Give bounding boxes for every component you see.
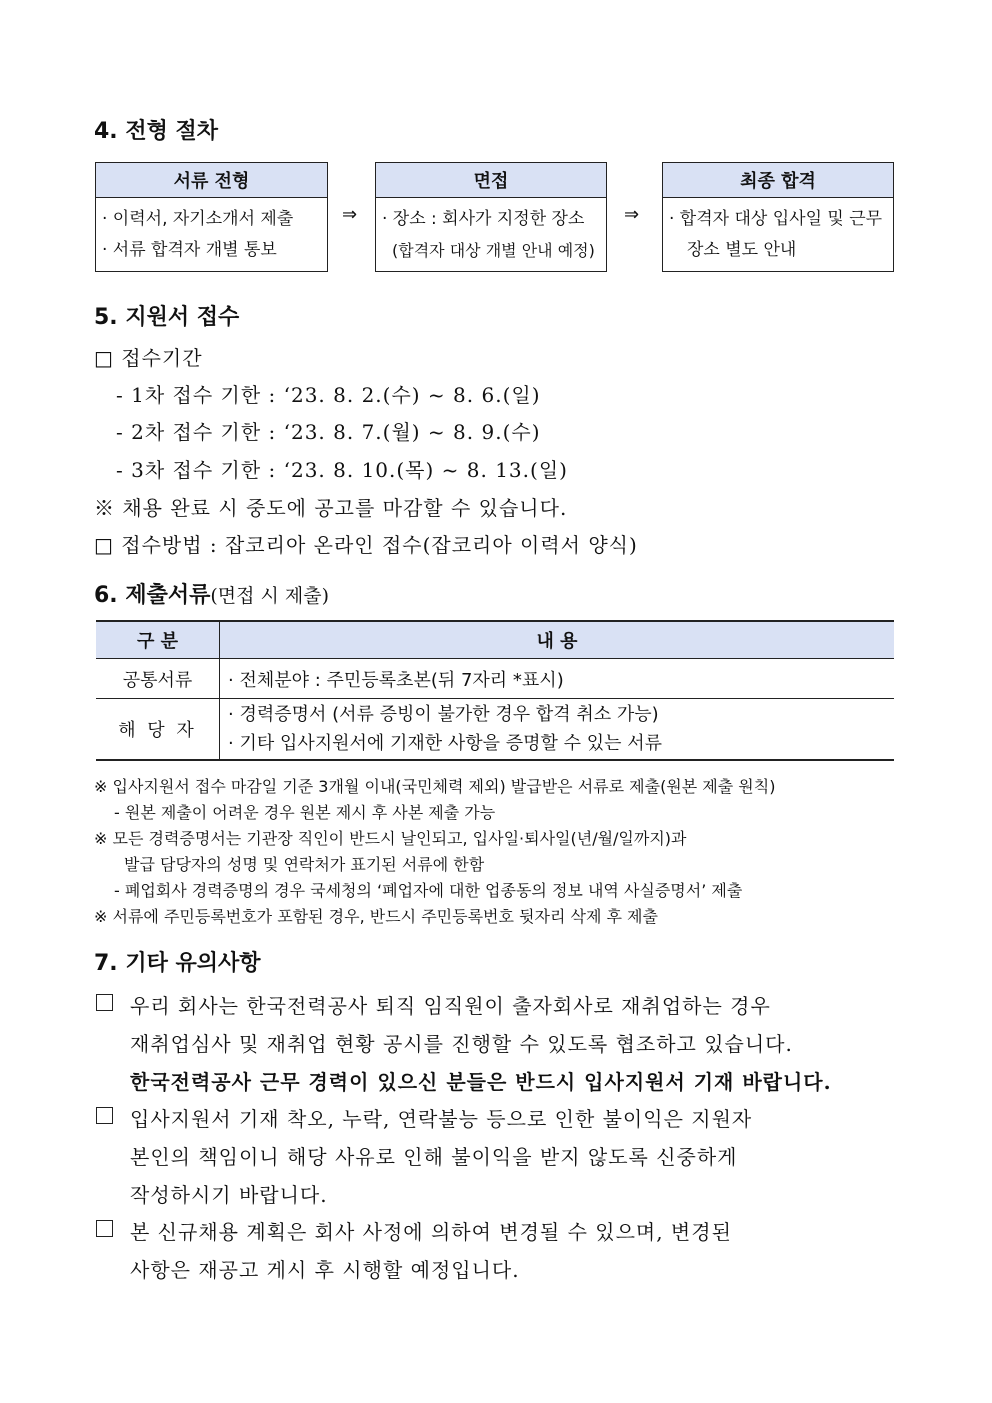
notice-bold-line: 한국전력공사 근무 경력이 있으신 분들은 반드시 입사지원서 기재 바랍니다.	[130, 1070, 832, 1094]
arrow-icon: ⇒	[342, 204, 358, 225]
note-3: ※ 모든 경력증명서는 기관장 직인이 반드시 날인되고, 입사일·퇴사일(년/월/일까지)과	[94, 829, 687, 848]
note-4: 발급 담당자의 성명 및 연락처가 표기된 서류에 한함	[124, 855, 485, 874]
note-2: - 원본 제출이 어려운 경우 원본 제시 후 사본 제출 가능	[114, 803, 496, 822]
early-close-note: ※ 채용 완료 시 중도에 공고를 마감할 수 있습니다.	[94, 496, 568, 520]
section-6-title: 6. 제출서류	[94, 583, 211, 608]
step-document-screening	[95, 162, 328, 272]
section-4-title: 4. 전형 절차	[94, 119, 218, 144]
section-5-title: 5. 지원서 접수	[94, 305, 240, 330]
round-1: - 1차 접수 기한 : ‘23. 8. 2.(수) ~ 8. 6.(일)	[116, 383, 541, 407]
table-row	[96, 659, 894, 699]
round-3: - 3차 접수 기한 : ‘23. 8. 10.(목) ~ 8. 13.(일)	[116, 458, 568, 482]
arrow-icon: ⇒	[624, 204, 640, 225]
notice-item-3	[130, 1213, 732, 1289]
section-6-suffix: (면접 시 제출)	[210, 585, 330, 607]
step-line: · 이력서, 자기소개서 제출	[102, 209, 294, 229]
step-title: 최종 합격	[663, 163, 893, 198]
method-text: □ 접수방법 : 잡코리아 온라인 접수(잡코리아 이력서 양식)	[94, 533, 638, 557]
step-line: · 서류 합격자 개별 통보	[102, 240, 277, 260]
step-title: 면접	[376, 163, 606, 198]
section-6-title-wrap	[94, 578, 329, 609]
note-1: ※ 입사지원서 접수 마감일 기준 3개월 이내(국민체력 제외) 발급받은 서류로 제출(원본 제출 원칙)	[94, 777, 776, 796]
note-5: - 폐업회사 경력증명의 경우 국세청의 ‘폐업자에 대한 업종동의 정보 내역 사실증명서’ 제출	[114, 881, 743, 900]
notice-line: 입사지원서 기재 착오, 누락, 연락불능 등으로 인한 불이익은 지원자	[130, 1107, 753, 1131]
checkbox-icon	[96, 1220, 113, 1240]
notice-line: 본 신규채용 계획은 회사 사정에 의하여 변경될 수 있으며, 변경된	[130, 1220, 732, 1244]
row-category: 해 당 자	[96, 699, 220, 761]
notice-line: 작성하시기 바랍니다.	[130, 1183, 328, 1207]
round-2: - 2차 접수 기한 : ‘23. 8. 7.(월) ~ 8. 9.(수)	[116, 420, 541, 444]
step-line: (합격자 대상 개별 안내 예정)	[392, 241, 595, 260]
row-item: · 경력증명서 (서류 증빙이 불가한 경우 합격 취소 가능)	[228, 704, 659, 725]
row-item: · 전체분야 : 주민등록초본(뒤 7자리 *표시)	[220, 659, 895, 699]
step-final-pass	[662, 162, 894, 272]
notice-line: 우리 회사는 한국전력공사 퇴직 임직원이 출자회사로 재취업하는 경우	[130, 994, 771, 1018]
notice-item-2	[130, 1100, 752, 1214]
header-category: 구 분	[96, 621, 220, 659]
notice-line: 본인의 책임이니 해당 사유로 인해 불이익을 받지 않도록 신중하게	[130, 1145, 738, 1169]
step-interview	[375, 162, 607, 272]
step-line: · 합격자 대상 입사일 및 근무	[669, 209, 883, 229]
header-content: 내 용	[220, 621, 895, 659]
checkbox-icon	[96, 1107, 113, 1127]
notice-line: 재취업심사 및 재취업 현황 공시를 진행할 수 있도록 협조하고 있습니다.	[130, 1032, 793, 1056]
table-row	[96, 699, 894, 761]
note-6: ※ 서류에 주민등록번호가 포함된 경우, 반드시 주민등록번호 뒷자리 삭제 후 제출	[94, 907, 658, 926]
notice-line: 사항은 재공고 게시 후 시행할 예정입니다.	[130, 1258, 520, 1282]
documents-table	[96, 620, 894, 761]
step-line: 장소 별도 안내	[687, 240, 797, 260]
checkbox-icon	[96, 994, 113, 1014]
period-label: □ 접수기간	[94, 346, 203, 370]
section-7-title: 7. 기타 유의사항	[94, 951, 261, 976]
step-title: 서류 전형	[96, 163, 327, 198]
row-item: · 기타 입사지원서에 기재한 사항을 증명할 수 있는 서류	[228, 733, 663, 754]
row-category: 공통서류	[96, 659, 220, 699]
step-line: · 장소 : 회사가 지정한 장소	[382, 209, 585, 229]
notice-item-1	[130, 987, 832, 1101]
